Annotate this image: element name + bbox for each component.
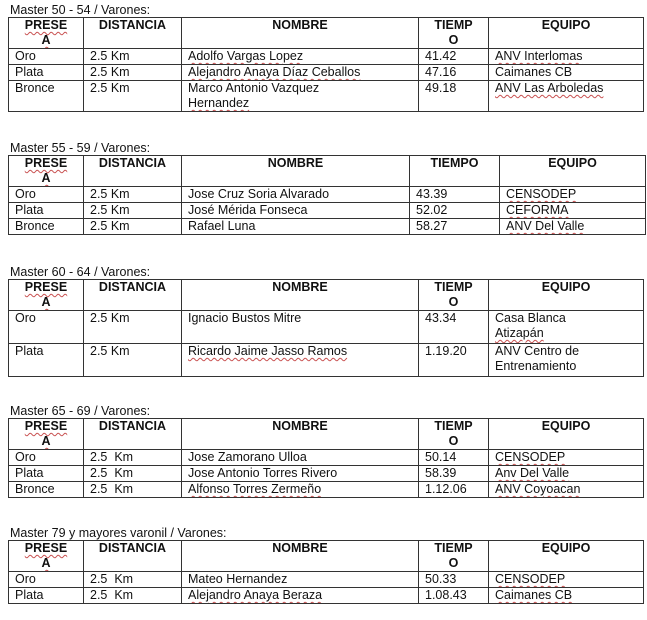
team-cell: CENSODEP — [500, 187, 646, 203]
results-table — [8, 540, 644, 604]
time-cell: 58.39 — [419, 466, 489, 482]
header-tiempo: TIEMP O — [419, 541, 489, 572]
team-cell: Caimanes CB — [489, 65, 644, 81]
header-equipo: EQUIPO — [489, 280, 644, 311]
table-header-row — [9, 156, 646, 187]
section-master-65-69 — [8, 404, 644, 498]
header-tiempo: TIEMP O — [419, 419, 489, 450]
header-presea: PRESE A — [9, 156, 84, 187]
name-cell: Rafael Luna — [182, 219, 410, 235]
team-cell: ANV Del Valle — [500, 219, 646, 235]
table-header-row — [9, 280, 644, 311]
team-cell: Anv Del Valle — [489, 466, 644, 482]
distance-cell: 2.5 Km — [84, 466, 182, 482]
section-title: Master 60 - 64 / Varones: — [10, 265, 151, 279]
distance-cell: 2.5 Km — [84, 65, 182, 81]
header-equipo: EQUIPO — [489, 18, 644, 49]
team-cell: CENSODEP — [489, 450, 644, 466]
team-cell: Casa Blanca Atizapán — [489, 311, 644, 344]
table-row — [9, 344, 644, 377]
time-cell: 43.34 — [419, 311, 489, 344]
section-title: Master 50 - 54 / Varones: — [10, 3, 151, 17]
medal-cell: Plata — [9, 466, 84, 482]
medal-cell: Oro — [9, 450, 84, 466]
header-presea: PRESE A — [9, 18, 84, 49]
team-cell: ANV Interlomas — [489, 49, 644, 65]
medal-cell: Plata — [9, 588, 84, 604]
table-row — [9, 187, 646, 203]
name-cell: Mateo Hernandez — [182, 572, 419, 588]
time-cell: 41.42 — [419, 49, 489, 65]
section-master-55-59 — [8, 141, 646, 235]
table-row — [9, 203, 646, 219]
table-row — [9, 466, 644, 482]
time-cell: 50.14 — [419, 450, 489, 466]
medal-cell: Bronce — [9, 482, 84, 498]
header-nombre: NOMBRE — [182, 280, 419, 311]
distance-cell: 2.5 Km — [84, 450, 182, 466]
distance-cell: 2.5 Km — [84, 482, 182, 498]
header-tiempo: TIEMPO — [410, 156, 500, 187]
name-cell: Jose Zamorano Ulloa — [182, 450, 419, 466]
medal-cell: Oro — [9, 311, 84, 344]
section-master-50-54 — [8, 3, 644, 112]
header-presea: PRESE A — [9, 419, 84, 450]
section-title: Master 65 - 69 / Varones: — [10, 404, 151, 418]
name-cell: José Mérida Fonseca — [182, 203, 410, 219]
distance-cell: 2.5 Km — [84, 311, 182, 344]
name-cell: Ignacio Bustos Mitre — [182, 311, 419, 344]
medal-cell: Oro — [9, 572, 84, 588]
table-row — [9, 450, 644, 466]
time-cell: 58.27 — [410, 219, 500, 235]
header-distancia: DISTANCIA — [84, 541, 182, 572]
header-nombre: NOMBRE — [182, 541, 419, 572]
header-distancia: DISTANCIA — [84, 156, 182, 187]
medal-cell: Oro — [9, 49, 84, 65]
section-title: Master 55 - 59 / Varones: — [10, 141, 151, 155]
header-nombre: NOMBRE — [182, 419, 419, 450]
header-tiempo: TIEMP O — [419, 280, 489, 311]
time-cell: 49.18 — [419, 81, 489, 112]
header-equipo: EQUIPO — [489, 541, 644, 572]
table-header-row — [9, 419, 644, 450]
medal-cell: Plata — [9, 344, 84, 377]
distance-cell: 2.5 Km — [84, 572, 182, 588]
team-cell: CEFORMA — [500, 203, 646, 219]
name-cell: Ricardo Jaime Jasso Ramos — [182, 344, 419, 377]
results-table — [8, 418, 644, 498]
name-cell: Jose Cruz Soria Alvarado — [182, 187, 410, 203]
header-nombre: NOMBRE — [182, 156, 410, 187]
table-row — [9, 219, 646, 235]
time-cell: 1.12.06 — [419, 482, 489, 498]
time-cell: 50.33 — [419, 572, 489, 588]
header-presea: PRESE A — [9, 280, 84, 311]
table-row — [9, 482, 644, 498]
name-cell: Alejandro Anaya Díaz Ceballos — [182, 65, 419, 81]
medal-cell: Bronce — [9, 219, 84, 235]
table-row — [9, 81, 644, 112]
results-table — [8, 155, 646, 235]
distance-cell: 2.5 Km — [84, 588, 182, 604]
time-cell: 1.19.20 — [419, 344, 489, 377]
distance-cell: 2.5 Km — [84, 219, 182, 235]
header-presea: PRESE A — [9, 541, 84, 572]
header-distancia: DISTANCIA — [84, 280, 182, 311]
distance-cell: 2.5 Km — [84, 81, 182, 112]
team-cell: ANV Coyoacan — [489, 482, 644, 498]
name-cell: Alfonso Torres Zermeño — [182, 482, 419, 498]
team-cell: ANV Las Arboledas — [489, 81, 644, 112]
distance-cell: 2.5 Km — [84, 49, 182, 65]
team-cell: CENSODEP — [489, 572, 644, 588]
name-cell: Alejandro Anaya Beraza — [182, 588, 419, 604]
header-equipo: EQUIPO — [500, 156, 646, 187]
table-header-row — [9, 18, 644, 49]
table-row — [9, 572, 644, 588]
header-tiempo: TIEMP O — [419, 18, 489, 49]
distance-cell: 2.5 Km — [84, 203, 182, 219]
results-table — [8, 279, 644, 377]
time-cell: 52.02 — [410, 203, 500, 219]
name-cell: Marco Antonio Vazquez Hernandez — [182, 81, 419, 112]
medal-cell: Plata — [9, 203, 84, 219]
name-cell: Jose Antonio Torres Rivero — [182, 466, 419, 482]
header-equipo: EQUIPO — [489, 419, 644, 450]
distance-cell: 2.5 Km — [84, 187, 182, 203]
time-cell: 1.08.43 — [419, 588, 489, 604]
table-header-row — [9, 541, 644, 572]
distance-cell: 2.5 Km — [84, 344, 182, 377]
header-distancia: DISTANCIA — [84, 419, 182, 450]
section-title: Master 79 y mayores varonil / Varones: — [10, 526, 227, 540]
table-row — [9, 311, 644, 344]
table-row — [9, 49, 644, 65]
name-cell: Adolfo Vargas Lopez — [182, 49, 419, 65]
header-nombre: NOMBRE — [182, 18, 419, 49]
team-cell: ANV Centro de Entrenamiento — [489, 344, 644, 377]
section-master-79-plus — [8, 526, 644, 604]
team-cell: Caimanes CB — [489, 588, 644, 604]
table-row — [9, 65, 644, 81]
medal-cell: Oro — [9, 187, 84, 203]
time-cell: 47.16 — [419, 65, 489, 81]
medal-cell: Plata — [9, 65, 84, 81]
time-cell: 43.39 — [410, 187, 500, 203]
table-row — [9, 588, 644, 604]
section-master-60-64 — [8, 265, 644, 377]
medal-cell: Bronce — [9, 81, 84, 112]
results-table — [8, 17, 644, 112]
header-distancia: DISTANCIA — [84, 18, 182, 49]
